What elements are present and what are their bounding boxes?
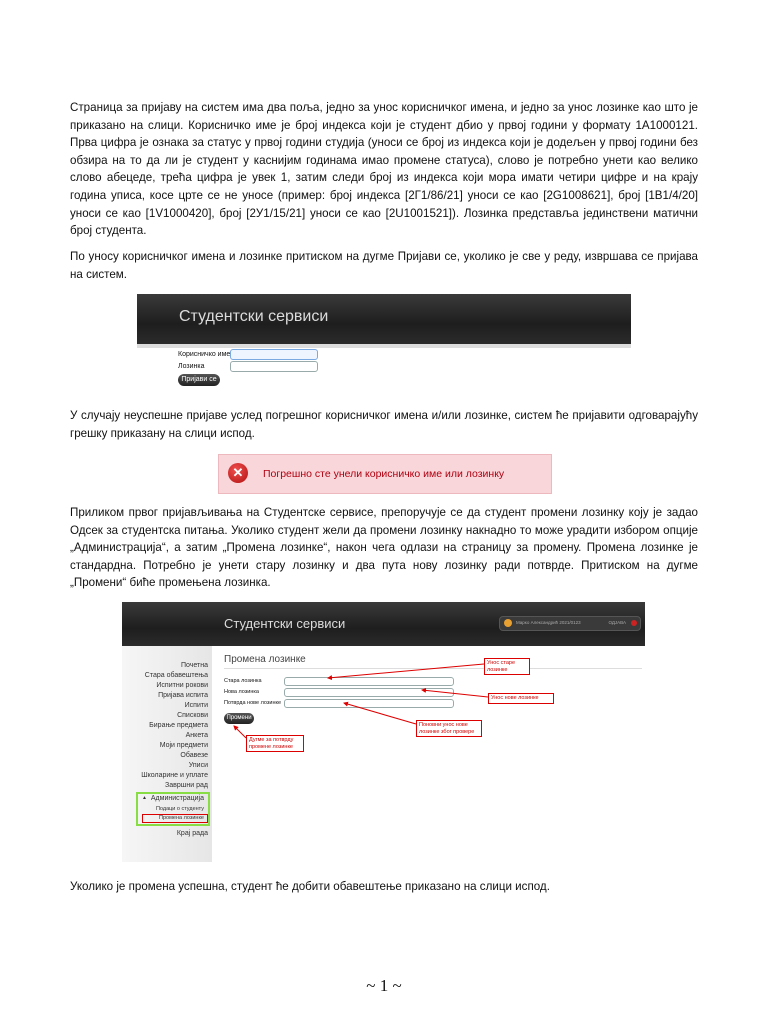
annotation-arrows bbox=[122, 602, 645, 862]
logout-link[interactable]: ОДЈАВА bbox=[608, 620, 626, 625]
paragraph-login-intro: Страница за пријаву на систем има два поља, једно за унос корисничког имена, и једно за унос лозинке као што је приказано на слици. Корисничко име је број индекса који је студент дбио у првој години у формату 1A1000121. Прва цифра је ознака за статус у првој години студија (уноси се број из индекса који је додељен у првој години без обзира на то да ли је студент у каснијим годинама имао промене статуса), слово је потребно унети као велико слово абецеде, трећа цифра је увек 1, затим следи број из индекса који мора имати четири цифре и на крају година уписа, косе црте се не уносе (пример: број индекса [2Г1/86/21] уноси се као [2G1008621], број [1В1/4/20] уноси се као [1V1000420], број [2У1/15/21] уноси се као [2U1001521]). Лозинка представља јединствени матични број студента. bbox=[70, 101, 698, 238]
password-label: Лозинка bbox=[178, 363, 205, 370]
sidebar-item-moji-predmeti[interactable]: Моји предмети bbox=[159, 742, 208, 749]
page-number: ~ 1 ~ bbox=[366, 976, 402, 995]
arrow-button bbox=[234, 726, 246, 738]
sidebar-item-skolarine[interactable]: Школарине и уплате bbox=[141, 772, 208, 779]
user-name: Марко Александрић 2021/0123 bbox=[516, 620, 581, 625]
error-message-text: Погрешно сте унели корисничко име или лозинку bbox=[263, 468, 505, 480]
login-banner bbox=[137, 294, 631, 344]
sidebar-item-spiskovi[interactable]: Спискови bbox=[177, 712, 208, 719]
change-heading: Промена лозинке bbox=[224, 654, 306, 665]
arrow-old bbox=[328, 664, 484, 678]
sidebar-item-promena-lozinke[interactable]: Промена лозинке bbox=[159, 815, 204, 821]
sidebar-item-ispitni-rokovi[interactable]: Испитни рокови bbox=[156, 682, 208, 689]
username-label: Корисничко име bbox=[178, 351, 231, 358]
login-figure bbox=[137, 294, 631, 390]
new-password-label: Нова лозинка bbox=[224, 689, 259, 695]
sidebar-item-stara-obavestenja[interactable]: Стара обавештења bbox=[144, 672, 208, 679]
sidebar-item-upisi[interactable]: Уписи bbox=[188, 762, 208, 769]
change-banner-title: Студентски сервиси bbox=[224, 616, 346, 631]
annotation-old-password: Унос старе лозинке bbox=[484, 658, 530, 675]
paragraph-login-error: У случају неуспешне пријаве услед погрешног корисничког имена и/или лозинке, систем ће пријавити одговарајућу грешку приказану на слици испод. bbox=[70, 409, 698, 440]
chevron-down-icon: ▲ bbox=[142, 795, 147, 801]
paragraph-login-submit: По уносу корисничког имена и лозинке притиском на дугме Пријави се, уколико је све у реду, извршава се пријава на систем. bbox=[70, 250, 698, 281]
arrow-new bbox=[422, 690, 488, 697]
sidebar-item-zavrsni-rad[interactable]: Завршни рад bbox=[165, 782, 208, 789]
sidebar-item-ispiti[interactable]: Испити bbox=[184, 702, 208, 709]
sidebar-item-anketa[interactable]: Анкета bbox=[185, 732, 208, 739]
change-password-button[interactable]: Промени bbox=[224, 713, 254, 724]
password-input[interactable] bbox=[230, 361, 318, 372]
login-button[interactable]: Пријави се bbox=[178, 374, 220, 386]
annotation-confirm-button: Дугме за потврду промене лозинке bbox=[246, 735, 304, 752]
confirm-password-label: Потврда нове лозинке bbox=[224, 700, 282, 706]
old-password-label: Стара лозинка bbox=[224, 678, 262, 684]
paragraph-change-success: Уколико је промена успешна, студент ће добити обавештење приказано на слици испод. bbox=[70, 880, 550, 893]
sidebar-item-prijava-ispita[interactable]: Пријава испита bbox=[158, 692, 208, 699]
sidebar-item-pocetna[interactable]: Почетна bbox=[180, 662, 208, 669]
error-x-icon: ✕ bbox=[228, 463, 248, 483]
annotation-new-password: Унос нове лозинке bbox=[488, 693, 554, 704]
error-message-box bbox=[218, 454, 552, 494]
paragraph-change-password: Приликом првог пријављивања на Студентске сервисе, препоручује се да студент промени лозинку коју је задао Одсек за студентска питања. Уколико студент жели да промени лозинку накнадно то може урадити избором опције „Администрација“, а затим „Промена лозинке“, након чега одлази на страницу за промену. Промена лозинке је стандардна. Потребно је унети стару лозинку и два пута нову лозинку ради потврде. Притиском на дугме „Промени“ биће промењена лозинка. bbox=[70, 506, 698, 590]
sidebar-item-podaci-o-studentu[interactable]: Подаци о студенту bbox=[155, 806, 204, 812]
annotation-repeat-password: Поновни унос нове лозинке због провере bbox=[416, 720, 482, 737]
sidebar-item-kraj-rada[interactable]: Крај рада bbox=[176, 830, 208, 837]
username-input[interactable] bbox=[230, 349, 318, 360]
sidebar-item-obaveze[interactable]: Обавезе bbox=[180, 752, 208, 759]
change-password-figure bbox=[122, 602, 645, 862]
sidebar-item-biranje-predmeta[interactable]: Бирање предмета bbox=[149, 722, 208, 729]
arrow-repeat bbox=[344, 703, 416, 724]
sidebar-item-administracija[interactable]: Администрација bbox=[150, 795, 204, 802]
login-banner-title: Студентски сервиси bbox=[179, 308, 329, 325]
